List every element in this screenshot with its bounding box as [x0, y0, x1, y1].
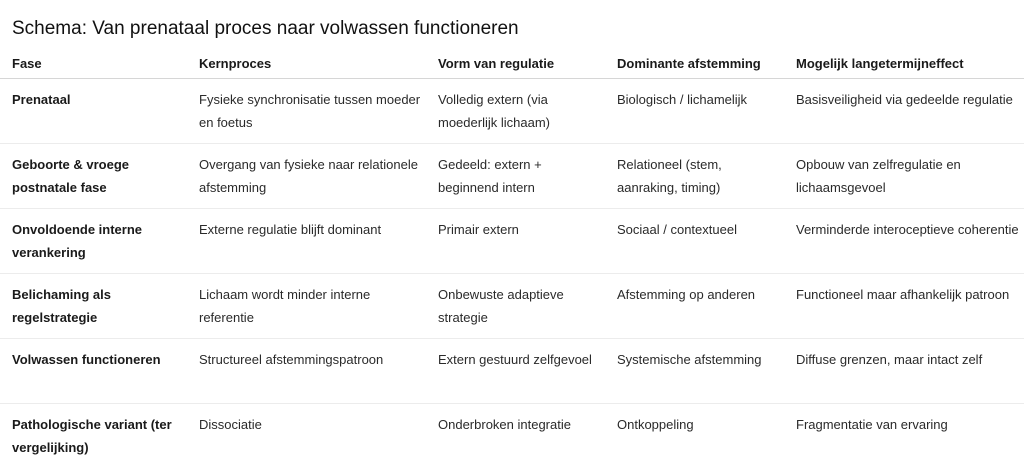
cell-fase: Volwassen functioneren [0, 339, 187, 404]
cell-langetermijneffect: Diffuse grenzen, maar intact zelf [784, 339, 1024, 404]
cell-langetermijneffect: Fragmentatie van ervaring [796, 417, 948, 432]
column-header-kernproces: Kernproces [187, 48, 426, 79]
cell-langetermijneffect: Basisveiligheid via gedeelde regulatie [784, 79, 1024, 144]
cell-dominante-afstemming: Afstemming op anderen [605, 274, 784, 339]
cell-fase: Belichaming als regelstrategie [0, 274, 187, 339]
cell-dominante-afstemming: Systemische afstemming [605, 339, 784, 404]
column-header-langetermijneffect: Mogelijk langetermijneffect [784, 48, 1024, 79]
cell-kernproces: Overgang van fysieke naar relationele afstemming [187, 144, 426, 209]
cell-dominante-afstemming: Biologisch / lichamelijk [605, 79, 784, 144]
cell-vorm-van-regulatie: Extern gestuurd zelfgevoel [426, 339, 605, 404]
cell-langetermijneffect: Verminderde interoceptieve coherentie [784, 209, 1024, 274]
table-row [0, 404, 1024, 469]
cell-dominante-afstemming: Ontkoppeling [617, 417, 694, 432]
cell-fase: Pathologische variant (ter vergelijking) [12, 417, 172, 455]
cell-kernproces: Lichaam wordt minder interne referentie [187, 274, 426, 339]
cell-vorm-van-regulatie: Onderbroken integratie [438, 417, 571, 432]
cell-fase: Prenataal [0, 79, 187, 144]
page-title: Schema: Van prenataal proces naar volwassen functioneren [12, 18, 519, 39]
table-header-row [0, 48, 1024, 79]
cell-dominante-afstemming: Sociaal / contextueel [605, 209, 784, 274]
column-header-fase: Fase [0, 48, 187, 79]
column-header-dominante-afstemming: Dominante afstemming [605, 48, 784, 79]
schema-table [0, 48, 1024, 468]
cell-kernproces: Dissociatie [199, 417, 262, 432]
cell-fase: Geboorte & vroege postnatale fase [0, 144, 187, 209]
table-row [0, 79, 1024, 144]
cell-dominante-afstemming: Relationeel (stem, aanraking, timing) [605, 144, 784, 209]
cell-kernproces: Fysieke synchronisatie tussen moeder en foetus [187, 79, 426, 144]
cell-kernproces: Externe regulatie blijft dominant [187, 209, 426, 274]
cell-vorm-van-regulatie: Volledig extern (via moederlijk lichaam) [426, 79, 605, 144]
cell-fase: Onvoldoende interne verankering [0, 209, 187, 274]
cell-langetermijneffect: Functioneel maar afhankelijk patroon [784, 274, 1024, 339]
cell-vorm-van-regulatie: Primair extern [426, 209, 605, 274]
cell-vorm-van-regulatie: Gedeeld: extern + beginnend intern [426, 144, 605, 209]
cell-kernproces: Structureel afstemmingspatroon [187, 339, 426, 404]
table-row [0, 339, 1024, 404]
table-row [0, 144, 1024, 209]
column-header-vorm-van-regulatie: Vorm van regulatie [426, 48, 605, 79]
table-row [0, 209, 1024, 274]
table-row [0, 274, 1024, 339]
cell-vorm-van-regulatie: Onbewuste adaptieve strategie [426, 274, 605, 339]
cell-langetermijneffect: Opbouw van zelfregulatie en lichaamsgevoel [784, 144, 1024, 209]
